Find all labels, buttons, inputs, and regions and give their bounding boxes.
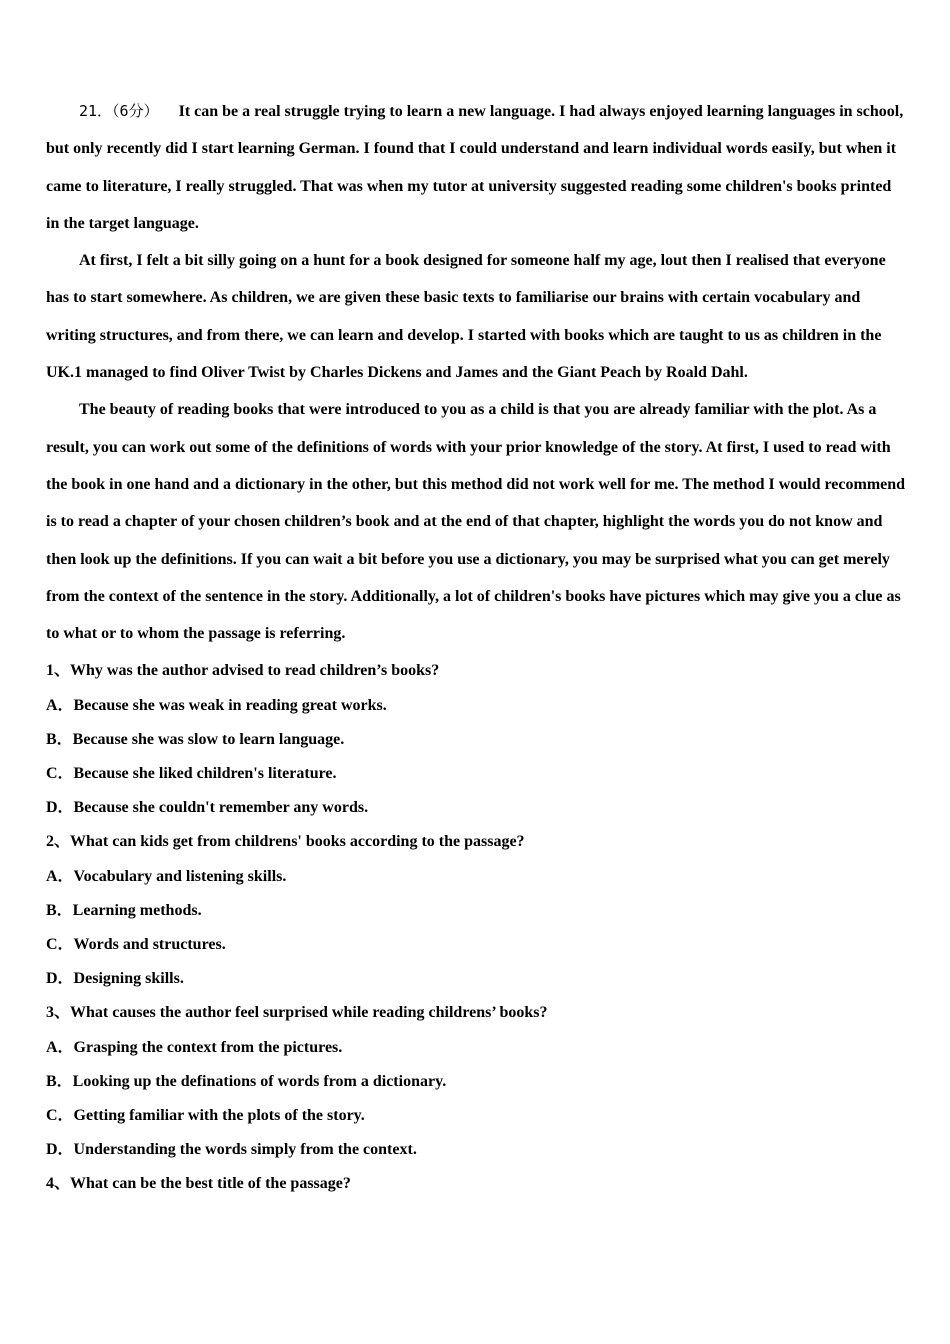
- question-1: [46, 654, 906, 825]
- answer-option-d: D．Because she couldn't remember any words.: [46, 799, 369, 817]
- answer-option-d: D．Designing skills.: [46, 970, 184, 988]
- answer-option-d: D．Understanding the words simply from the context.: [46, 1141, 417, 1159]
- passage-paragraph-3: The beauty of reading books that were introduced to you as a child is that you are already familiar with the plot. As a result, you can work out some of the definitions of words with your prior knowledge of the story. At first, I used to read with the book in one hand and a dictionary in the other, but this method did not work well for me. The method I would recommend is to read a chapter of your chosen children’s book and at the end of that chapter, highlight the words you do not know and then look up the definitions. If you can wait a bit before you use a dictionary, you may be surprised what you can get merely from the context of the sentence in the story. Additionally, a lot of children's books have pictures which may give you a clue as to what or to whom the passage is referring.: [46, 401, 906, 643]
- passage-paragraph-2: At first, I felt a bit silly going on a hunt for a book designed for someone half my age, lout then I realised that everyone has to start somewhere. As children, we are given these basic texts to familiarise our brains with certain vocabulary and writing structures, and from there, we can learn and develop. I started with books which are taught to us as children in the UK.1 managed to find Oliver Twist by Charles Dickens and James and the Giant Peach by Roald Dahl.: [46, 252, 886, 382]
- question-2: [46, 825, 906, 996]
- question-list: [46, 654, 906, 1201]
- question-stem: 2、What can kids get from childrens' books according to the passage?: [46, 833, 525, 851]
- answer-option-a: A．Because she was weak in reading great works.: [46, 696, 387, 714]
- passage-paragraph-1: [46, 93, 906, 242]
- answer-option-a: A．Vocabulary and listening skills.: [46, 867, 287, 885]
- answer-option-c: C．Getting familiar with the plots of the story.: [46, 1106, 365, 1124]
- answer-option-c: C．Because she liked children's literature.: [46, 765, 337, 783]
- reading-passage: [46, 93, 906, 652]
- answer-option-a: A．Grasping the context from the pictures.: [46, 1038, 343, 1056]
- answer-option-c: C．Words and structures.: [46, 935, 226, 953]
- question-number: 21．（6分）: [79, 102, 159, 120]
- question-stem: 1、Why was the author advised to read children’s books?: [46, 662, 440, 680]
- question-stem: 4、What can be the best title of the passage?: [46, 1175, 351, 1193]
- question-4: [46, 1167, 906, 1201]
- answer-option-b: B．Learning methods.: [46, 901, 202, 919]
- document-page: [46, 93, 906, 1201]
- question-3: [46, 996, 906, 1167]
- answer-option-b: B．Because she was slow to learn language.: [46, 730, 345, 748]
- answer-option-b: B．Looking up the definations of words from a dictionary.: [46, 1072, 447, 1090]
- paragraph-text: It can be a real struggle trying to learn a new language. I had always enjoyed learning languages in school, but only recently did I start learning German. I found that I could understand and learn individual words easiIy, but when it came to literature, I really struggled. That was when my tutor at university suggested reading some children's books printed in the target language.: [46, 103, 904, 232]
- question-stem: 3、What causes the author feel surprised while reading childrens’ books?: [46, 1004, 548, 1022]
